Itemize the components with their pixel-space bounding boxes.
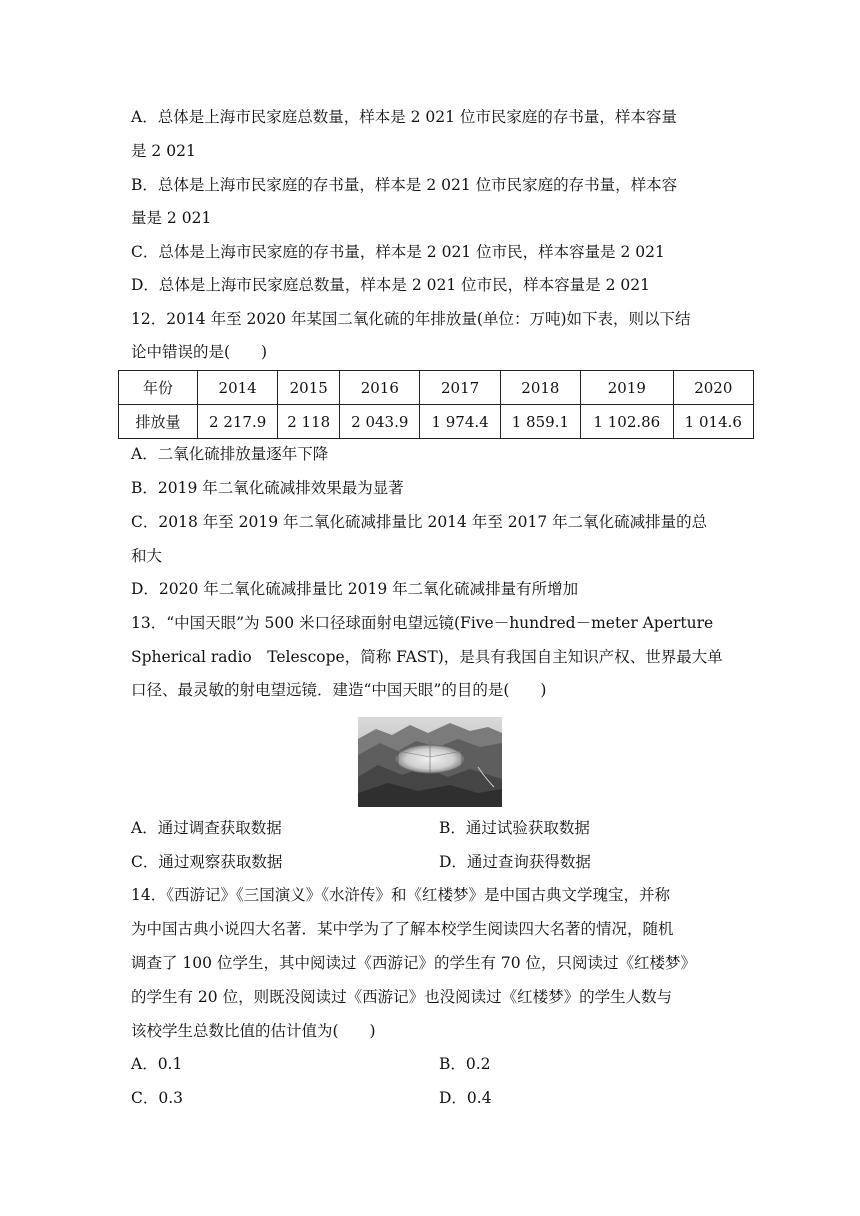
emission-table (118, 370, 754, 439)
q12-option-c-line2: 和大 (131, 547, 163, 565)
q11-option-a-line2: 是 2 021 (131, 142, 196, 160)
q13-option-d: D．通过查询获得数据 (439, 853, 591, 871)
q12-option-b: B．2019 年二氧化硫减排效果最为显著 (131, 479, 404, 497)
table-header-year: 年份 (119, 371, 198, 405)
table-cell-value: 1 102.86 (581, 405, 674, 439)
q11-option-d: D．总体是上海市民家庭总数量，样本是 2 021 位市民，样本容量是 2 021 (131, 276, 650, 294)
q14-stem-line4: 的学生有 20 位，则既没阅读过《西游记》也没阅读过《红楼梦》的学生人数与 (131, 988, 673, 1006)
table-cell-year: 2017 (420, 371, 500, 405)
q13-option-a: A．通过调查获取数据 (131, 819, 282, 837)
table-row-emissions (119, 405, 754, 439)
q14-option-c: C．0.3 (131, 1089, 184, 1107)
q14-stem-line1: 14．《西游记》《三国演义》《水浒传》和《红楼梦》是中国古典文学瑰宝，并称 (131, 886, 670, 904)
q11-option-c: C．总体是上海市民家庭的存书量，样本是 2 021 位市民，样本容量是 2 021 (131, 243, 665, 261)
table-cell-value: 2 043.9 (340, 405, 420, 439)
q14-stem-line2: 为中国古典小说四大名著．某中学为了了解本校学生阅读四大名著的情况，随机 (131, 920, 674, 938)
table-header-emission: 排放量 (119, 405, 198, 439)
q14-option-a: A．0.1 (131, 1055, 183, 1073)
q14-option-d: D．0.4 (439, 1089, 492, 1107)
q13-option-c: C．通过观察获取数据 (131, 853, 283, 871)
table-cell-value: 1 974.4 (420, 405, 500, 439)
q13-option-b: B．通过试验获取数据 (439, 819, 590, 837)
q12-option-a: A．二氧化硫排放量逐年下降 (131, 445, 329, 463)
table-cell-value: 2 217.9 (198, 405, 278, 439)
telescope-image-icon (358, 717, 502, 807)
table-cell-year: 2016 (340, 371, 420, 405)
table-cell-year: 2014 (198, 371, 278, 405)
table-cell-year: 2020 (673, 371, 753, 405)
table-cell-year: 2015 (278, 371, 340, 405)
table-row-years (119, 371, 754, 405)
table-cell-value: 1 859.1 (500, 405, 580, 439)
q13-stem-line2: Spherical radio Telescope，简称 FAST)，是具有我国自主知识产权、世界最大单 (131, 648, 723, 666)
q14-stem-line5: 该校学生总数比值的估计值为( ) (131, 1022, 376, 1040)
table-cell-value: 1 014.6 (673, 405, 753, 439)
q11-option-a-line1: A．总体是上海市民家庭总数量，样本是 2 021 位市民家庭的存书量，样本容量 (131, 108, 677, 126)
fast-telescope-photo (358, 717, 502, 807)
q11-option-b-line1: B．总体是上海市民家庭的存书量，样本是 2 021 位市民家庭的存书量，样本容 (131, 176, 678, 194)
q12-option-d: D．2020 年二氧化硫减排量比 2019 年二氧化硫减排量有所增加 (131, 580, 579, 598)
q12-option-c-line1: C．2018 年至 2019 年二氧化硫减排量比 2014 年至 2017 年二氧化硫减排量的总 (131, 513, 708, 531)
q12-stem-line1: 12．2014 年至 2020 年某国二氧化硫的年排放量(单位：万吨)如下表，则以下结 (131, 310, 691, 328)
q14-stem-line3: 调查了 100 位学生，其中阅读过《西游记》的学生有 70 位，只阅读过《红楼梦》 (131, 954, 697, 972)
table-cell-year: 2019 (581, 371, 674, 405)
q13-stem-line3: 口径、最灵敏的射电望远镜．建造“中国天眼”的目的是( ) (131, 681, 547, 699)
q13-stem-line1: 13．“中国天眼”为 500 米口径球面射电望远镜(Five－hundred－meter Aperture (131, 614, 714, 632)
table-cell-value: 2 118 (278, 405, 340, 439)
q14-option-b: B．0.2 (439, 1055, 491, 1073)
table-cell-year: 2018 (500, 371, 580, 405)
q12-stem-line2: 论中错误的是( ) (131, 343, 268, 361)
q11-option-b-line2: 量是 2 021 (131, 209, 212, 227)
